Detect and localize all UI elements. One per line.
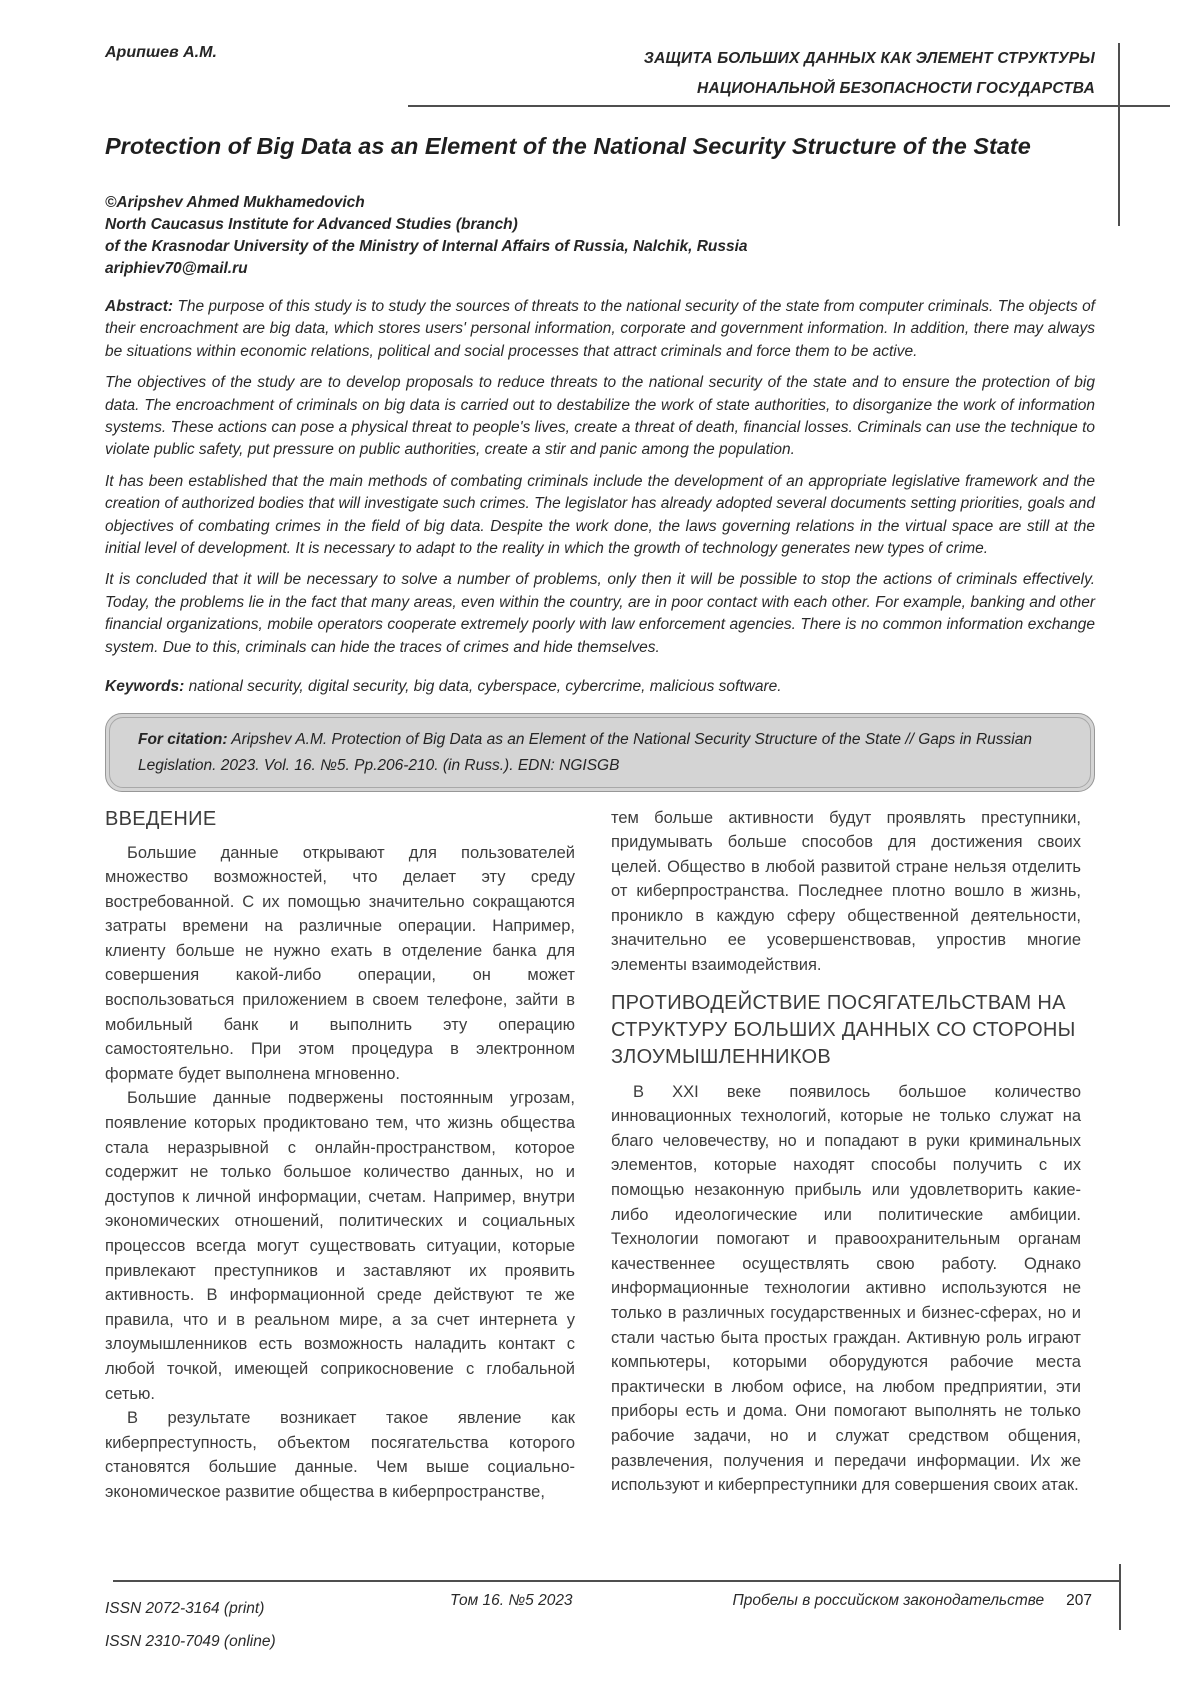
- abstract-paragraph-3: It has been established that the main methods of combating criminals include the development of an appropriate legislative framework and the creation of authorized bodies that will investigate such crimes. The legislator has already adopted several documents setting priorities, goals and objectives of combating crimes in the field of big data. Despite the work done, the laws governing relations in the virtual space are still at the initial level of development. It is necessary to adapt to the reality in which the growth of technology generates new types of crime.: [105, 472, 1095, 558]
- footer-volume-issue: Том 16. №5 2023: [450, 1592, 573, 1609]
- running-head-title-line1: ЗАЩИТА БОЛЬШИХ ДАННЫХ КАК ЭЛЕМЕНТ СТРУКТУРЫ: [643, 50, 1095, 67]
- keywords-label: Keywords:: [105, 678, 185, 696]
- footer-issn-block: [105, 1592, 276, 1658]
- author-name: ©Aripshev Ahmed Mukhamedovich: [105, 194, 365, 211]
- footer-vertical-rule: [1119, 1564, 1121, 1630]
- left-column: [105, 806, 575, 1505]
- running-head: [105, 0, 1095, 104]
- abstract-paragraph-4: It is concluded that it will be necessary to solve a number of problems, only then it will be possible to stop the actions of criminals effectively. Today, the problems lie in the fact that many areas, even within the country, are in poor contact with each other. For example, banking and other financial organizations, mobile operators cooperate extremely poorly with law enforcement agencies. There is no common information exchange system. Due to this, criminals can hide the traces of crimes and hide themselves.: [105, 571, 1095, 656]
- footer-journal-name: Пробелы в российском законодательстве: [732, 1592, 1045, 1609]
- citation-text: Aripshev A.M. Protection of Big Data as an Element of the National Security Structure of the State // Gaps in Russian Legislation. 2023. Vol. 16. №5. Pp.206-210. (in Russ.). EDN: NGISGB: [138, 730, 1032, 774]
- continuation-paragraph: тем больше активности будут проявлять преступники, придумывать больше способов для достижения своих целей. Общество в любой развитой стране нельзя отделить от киберпространства. Последнее плотно вошло в жизнь, проникло в каждую сферу общественной деятельности, значительно ее усовершенствовав, упростив многие элементы взаимодействия.: [611, 808, 1081, 975]
- introduction-paragraph-1: Большие данные открывают для пользователей множество возможностей, что делает эту среду востребованной. С их помощью значительно сокращаются затраты времени на различные операции. Например, клиенту больше не нужно ехать в отделение банка для совершения какой-либо операции, он может воспользоваться приложением в своем телефоне, зайти в мобильный банк и выполнить эту операцию самостоятельно. При этом процедура в электронном формате будет выполнена мгновенно.: [105, 843, 575, 1083]
- citation-label: For citation:: [138, 730, 228, 748]
- footer-page-number: 207: [1066, 1592, 1092, 1609]
- abstract-label: Abstract:: [105, 298, 174, 315]
- citation-text-paragraph: [138, 727, 1062, 779]
- body-columns: [105, 806, 1095, 1505]
- abstract-paragraph-1: [105, 296, 1095, 363]
- abstract: [105, 296, 1095, 659]
- author-affiliation-line1: North Caucasus Institute for Advanced Studies (branch): [105, 216, 518, 233]
- keywords-text: national security, digital security, big data, cyberspace, cybercrime, malicious software.: [188, 678, 782, 696]
- footer-issn-online: ISSN 2310-7049 (online): [105, 1633, 276, 1650]
- abstract-paragraph-1-text: The purpose of this study is to study the sources of threats to the national security of the state from computer criminals. The objects of their encroachment are big data, which stores users' personal information, corporate and government information. In addition, there may always be situations within economic relations, political and social processes that attract criminals and force them to be active.: [105, 298, 1095, 360]
- running-head-title: [644, 44, 1095, 104]
- page-content: [105, 0, 1095, 1505]
- introduction-paragraph-2: Большие данные подвержены постоянным угрозам, появление которых продиктовано тем, что жизнь общества стала неразрывной с онлайн-пространством, которое содержит не только большое количество данных, но и доступов к личной информации, счетам. Например, внутри экономических отношений, политических и социальных процессов всегда могут существовать ситуации, которые привлекают преступников и заставляют их проявить активность. В информационной среде действуют те же правила, что и в реальном мире, а за счет интернета у злоумышленников есть возможность наладить контакт с любой точкой, имеющей соприкосновение с глобальной сетью.: [105, 1089, 575, 1403]
- section-heading-counteraction: ПРОТИВОДЕЙСТВИЕ ПОСЯГАТЕЛЬСТВАМ НА СТРУКТУРУ БОЛЬШИХ ДАННЫХ СО СТОРОНЫ ЗЛОУМЫШЛЕННИКОВ: [611, 991, 1076, 1068]
- footer-horizontal-rule: [113, 1580, 1120, 1582]
- citation-box: [105, 713, 1095, 792]
- keywords: [105, 676, 1095, 698]
- right-column: [611, 806, 1081, 1505]
- section-heading-introduction: ВВЕДЕНИЕ: [105, 807, 217, 830]
- footer-issn-print: ISSN 2072-3164 (print): [105, 1600, 265, 1617]
- running-head-title-line2: НАЦИОНАЛЬНОЙ БЕЗОПАСНОСТИ ГОСУДАРСТВА: [697, 80, 1095, 97]
- introduction-paragraph-3: В результате возникает такое явление как киберпреступность, объектом посягательства которого становятся большие данные. Чем выше социально-экономическое развитие общества в киберпространстве,: [105, 1409, 575, 1501]
- author-email: ariphiev70@mail.ru: [105, 260, 248, 277]
- article-title: Protection of Big Data as an Element of the National Security Structure of the State: [105, 133, 1031, 159]
- header-vertical-rule: [1118, 43, 1120, 226]
- abstract-paragraph-2: The objectives of the study are to develop proposals to reduce threats to the national security of the state and to ensure the protection of big data. The encroachment of criminals on big data is carried out to destabilize the work of state authorities, to disorganize the work of information systems. These actions can pose a physical threat to people's lives, create a threat of death, financial losses. Criminals can use the technique to violate public safety, put pressure on public authorities, create a stir and panic among the population.: [105, 374, 1095, 459]
- author-affiliation-line2: of the Krasnodar University of the Ministry of Internal Affairs of Russia, Nalchik, Russia: [105, 238, 748, 255]
- footer-journal-block: [733, 1592, 1093, 1610]
- author-block: [105, 192, 1095, 280]
- counteraction-paragraph-1: В XXI веке появилось большое количество инновационных технологий, которые не только служат на благо человечеству, но и попадают в руки криминальных элементов, которые находят способы получить с их помощью незаконную прибыль или удовлетворить какие-либо идеологические или политические амбиции. Технологии помогают и правоохранительным органам качественнее осуществлять свою работу. Однако информационные технологии активно используются не только в различных государственных и бизнес-сферах, но и стали частью быта простых граждан. Активную роль играют компьютеры, которыми оборудуются рабочие места практически в любом офисе, на любом предприятии, эти приборы есть и дома. Они помогают выполнять не только рабочие задачи, но и служат средством общения, развлечения, получения и передачи информации. Их же используют и киберпреступники для совершения своих атак.: [611, 1082, 1081, 1495]
- running-head-author: Арипшев А.М.: [105, 44, 217, 61]
